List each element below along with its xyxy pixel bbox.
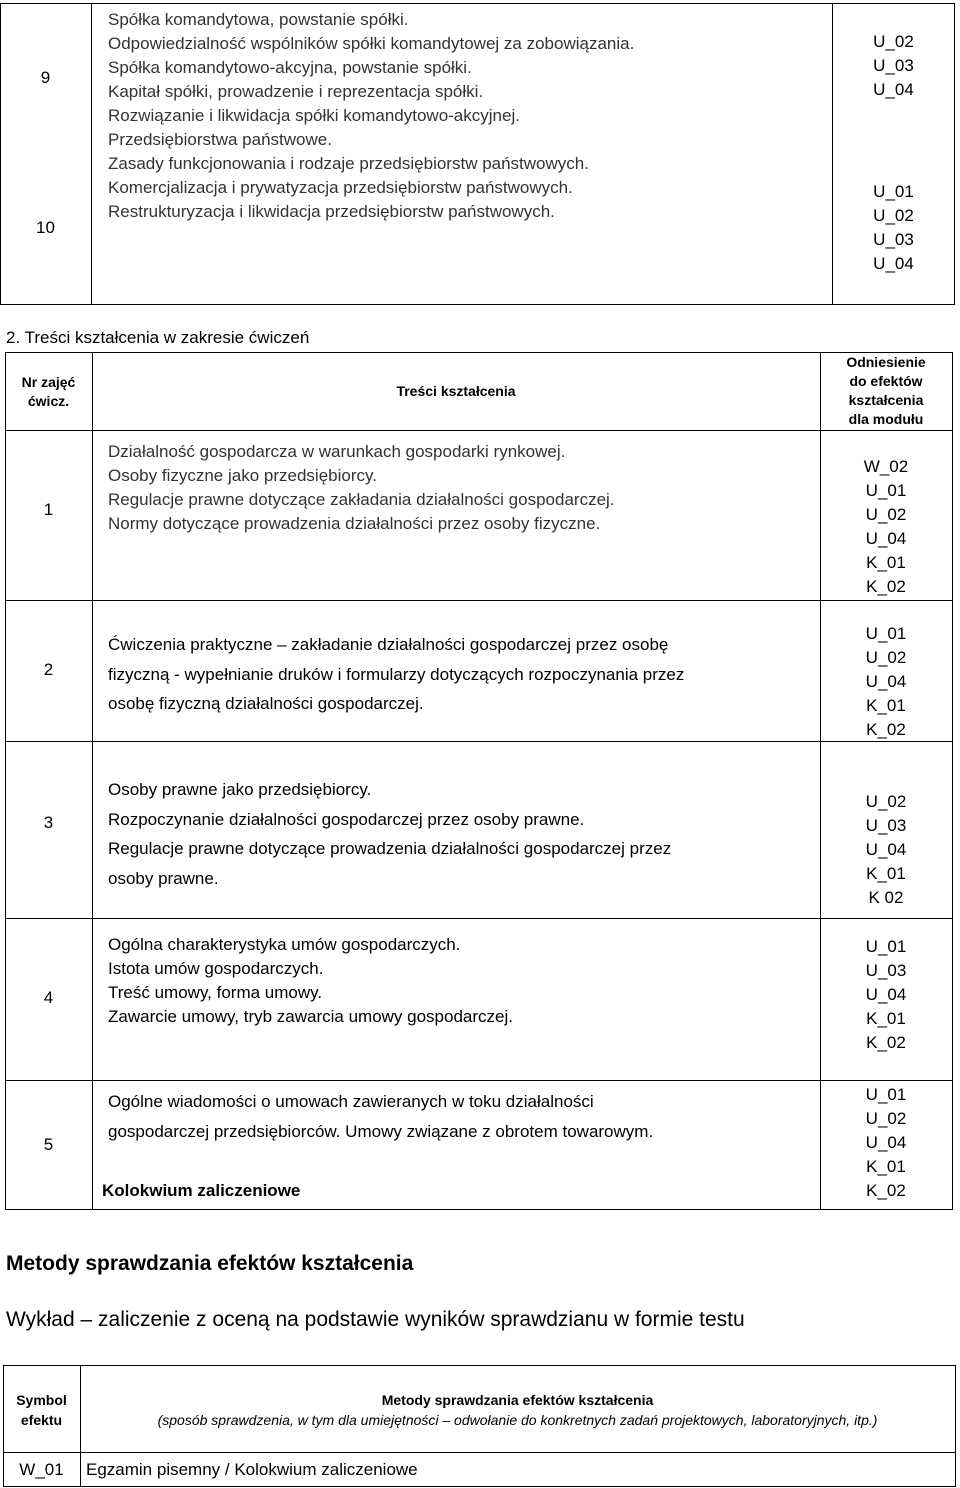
colloquium-label: Kolokwium zaliczeniowe [102,1181,301,1200]
row-content [108,440,615,536]
content-line: Osoby fizyczne jako przedsiębiorcy. [108,466,377,485]
ref-code: U_02 [865,792,907,811]
ref-code: K_01 [866,1009,906,1028]
row-number: 10 [36,218,55,237]
row-content [108,1087,653,1146]
content-line: Spółka komandytowo-akcyjna, powstanie spółki. [108,58,472,77]
methods-heading: Metody sprawdzania efektów kształcenia [6,1252,414,1275]
header-line: dla modułu [848,411,924,427]
ref-code: K_02 [866,720,906,739]
column-header-refs [820,353,952,429]
section-heading: 2. Treści kształcenia w zakresie ćwiczeń [6,328,310,347]
content-line: Regulacje prawne dotyczące zakładania działalności gospodarczej. [108,490,615,509]
ref-code: U_04 [865,672,907,691]
ref-code: U_04 [865,1133,907,1152]
header-line: Odniesienie [846,354,926,370]
row-refs [820,455,952,599]
header-line: kształcenia [848,392,924,408]
ref-code: U_03 [873,56,914,75]
ref-code: U_01 [865,937,907,956]
column-header-content: Treści kształcenia [396,383,516,399]
header-line: Symbol [16,1392,67,1408]
ref-code: U_03 [865,816,907,835]
ref-code: U_03 [865,961,907,980]
row-refs [833,180,954,276]
content-line: Regulacje prawne dotyczące prowadzenia działalności gospodarczej przez [108,839,672,858]
row-content [108,630,684,719]
ref-code: W_02 [863,457,909,476]
ref-code: K_01 [866,696,906,715]
content-line: Osoby prawne jako przedsiębiorcy. [108,780,372,799]
row-refs [820,790,952,910]
row-number: 5 [43,1135,54,1154]
column-header-symbol [3,1390,80,1430]
row-number: 9 [40,68,51,87]
row-content [108,8,634,224]
ref-code: U_04 [873,80,914,99]
content-line: Rozwiązanie i likwidacja spółki komandytowo-akcyjnej. [108,106,520,125]
content-line: Spółka komandytowa, powstanie spółki. [108,10,409,29]
ref-code: U_01 [865,481,907,500]
content-line: fizyczną - wypełnianie druków i formularzy dotyczących rozpoczynania przez [108,664,685,684]
ref-code: U_04 [865,985,907,1004]
ref-code: U_04 [865,529,907,548]
content-line: Zasady funkcjonowania i rodzaje przedsiębiorstw państwowych. [108,154,589,173]
ref-code: K_01 [866,1157,906,1176]
ref-code: K_02 [866,1033,906,1052]
header-line: Nr zajęć [21,374,76,390]
ref-code: U_01 [865,624,907,643]
ref-code: U_04 [865,840,907,859]
content-line: Istota umów gospodarczych. [108,959,324,978]
content-line: Odpowiedzialność wspólników spółki komandytowej za zobowiązania. [108,34,635,53]
ref-code: K_02 [866,577,906,596]
content-line: Ćwiczenia praktyczne – zakładanie działalności gospodarczej przez osobę [108,635,669,654]
ref-code: U_03 [873,230,914,249]
row-content [108,775,671,893]
header-line: efektu [20,1412,63,1428]
effect-symbol: W_01 [19,1460,64,1479]
content-line: Normy dotyczące prowadzenia działalności przez osoby fizyczne. [108,514,601,533]
row-number: 3 [43,813,54,832]
content-line: osobę fizyczną działalności gospodarczej. [108,694,424,713]
row-number: 1 [43,500,54,519]
content-line: Ogólna charakterystyka umów gospodarczych. [108,935,461,954]
ref-code: U_02 [865,505,907,524]
content-line: Rozpoczynanie działalności gospodarczej przez osoby prawne. [108,809,585,829]
ref-code: U_02 [865,648,907,667]
row-refs [833,30,954,102]
content-line: Działalność gospodarcza w warunkach gospodarki rynkowej. [108,442,566,461]
row-refs [820,1083,952,1203]
content-line: Restrukturyzacja i likwidacja przedsiębiorstw państwowych. [108,202,555,221]
ref-code: K 02 [868,888,904,907]
effect-method: Egzamin pisemny / Kolokwium zaliczeniowe [86,1460,418,1479]
ref-code: K_02 [866,1181,906,1200]
ref-code: U_04 [873,254,914,273]
header-line: ćwicz. [27,393,70,409]
content-line: osoby prawne. [108,868,219,888]
content-line: Komercjalizacja i prywatyzacja przedsiębiorstw państwowych. [108,178,573,197]
column-header-method [80,1390,955,1430]
content-line: Kapitał spółki, prowadzenie i reprezentacja spółki. [108,82,484,101]
content-line: gospodarczej przedsiębiorców. Umowy związane z obrotem towarowym. [108,1121,654,1141]
ref-code: U_02 [873,32,914,51]
row-refs [820,622,952,742]
content-line: Ogólne wiadomości o umowach zawieranych w toku działalności [108,1092,594,1111]
ref-code: U_02 [873,206,914,225]
row-number: 2 [43,660,54,679]
row-refs [820,935,952,1055]
ref-code: K_01 [866,553,906,572]
ref-code: U_01 [873,182,914,201]
lecture-method-text: Wykład – zaliczenie z oceną na podstawie wyników sprawdzianu w formie testu [6,1308,745,1331]
ref-code: U_02 [865,1109,907,1128]
row-number: 4 [43,988,54,1007]
header-title: Metody sprawdzania efektów kształcenia [381,1392,654,1408]
content-line: Zawarcie umowy, tryb zawarcia umowy gospodarczej. [108,1007,513,1026]
ref-code: K_01 [866,864,906,883]
content-line: Treść umowy, forma umowy. [108,983,323,1002]
content-line: Przedsiębiorstwa państwowe. [108,130,332,149]
header-line: do efektów [849,373,923,389]
column-header-nr [5,373,92,411]
header-subtitle: (sposób sprawdzenia, w tym dla umiejętności – odwołanie do konkretnych zadań projektowych, laboratoryjnych, itp.) [157,1412,878,1428]
ref-code: U_01 [865,1085,907,1104]
row-content [108,933,513,1029]
